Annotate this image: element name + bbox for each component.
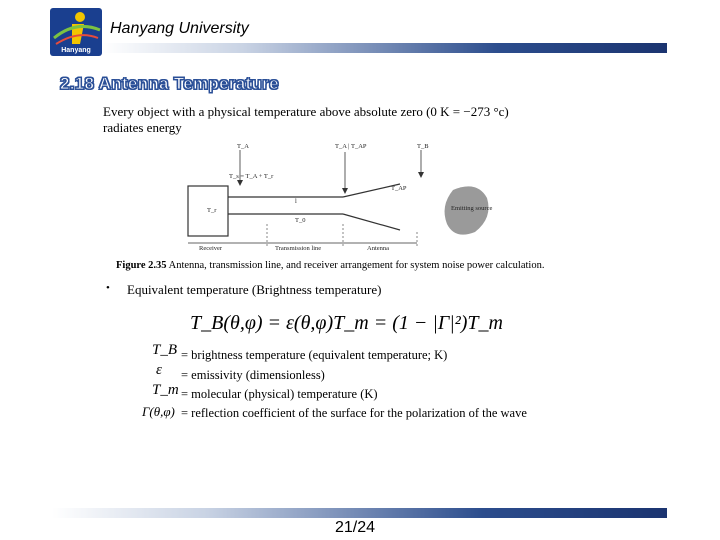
label-tline: Transmission line bbox=[275, 245, 322, 252]
label-tb: T_B bbox=[417, 143, 429, 150]
label-l: l bbox=[295, 198, 297, 205]
definition-gamma: = reflection coefficient of the surface for the polarization of the wave bbox=[181, 406, 527, 420]
label-receiver: Receiver bbox=[199, 245, 223, 252]
symbol-tb: T_B bbox=[152, 342, 178, 358]
header-bar bbox=[102, 43, 667, 53]
definition-epsilon: = emissivity (dimensionless) bbox=[181, 368, 325, 382]
symbol-gamma: Γ(θ,φ) bbox=[142, 404, 175, 419]
definition-tb: = brightness temperature (equivalent temperature; K) bbox=[181, 348, 448, 362]
caption-text: Antenna, transmission line, and receiver arrangement for system noise power calculation. bbox=[166, 260, 545, 271]
bullet-marker: • bbox=[106, 282, 110, 294]
symbol-tm: T_m bbox=[152, 382, 179, 398]
university-name: Hanyang University bbox=[110, 20, 249, 37]
intro-text bbox=[103, 104, 563, 136]
definition-tm: = molecular (physical) temperature (K) bbox=[181, 387, 378, 401]
caption-bold: Figure 2.35 bbox=[116, 260, 167, 271]
symbol-epsilon: ε bbox=[156, 362, 162, 378]
label-antenna: Antenna bbox=[367, 245, 390, 252]
university-logo bbox=[50, 8, 102, 56]
intro-line-2: radiates energy bbox=[103, 120, 182, 135]
antenna-lower bbox=[343, 214, 400, 230]
label-t0: T_0 bbox=[295, 217, 306, 224]
bullet-text: Equivalent temperature (Brightness temperature) bbox=[127, 282, 382, 297]
figure-caption bbox=[116, 260, 544, 271]
footer-bar bbox=[52, 508, 667, 518]
intro-line-1: Every object with a physical temperature above absolute zero (0 K = −273 °c) bbox=[103, 104, 509, 119]
label-source: Emitting source bbox=[451, 205, 493, 212]
antenna-system-figure bbox=[185, 140, 515, 255]
label-ta-top: T_A bbox=[237, 143, 249, 150]
page-number: 21/24 bbox=[335, 519, 376, 536]
label-tr-eq: T_s = T_A + T_r bbox=[229, 173, 274, 180]
slide-title: 2.18 Antenna Temperature bbox=[60, 74, 279, 93]
label-tr: T_r bbox=[207, 207, 217, 214]
brightness-equation: T_B(θ,φ) = ε(θ,φ)T_m = (1 − |Γ|²)T_m bbox=[190, 312, 503, 334]
label-tap: T_AP bbox=[391, 185, 407, 192]
label-ta-ap: T_A | T_AP bbox=[335, 143, 367, 150]
logo-text: Hanyang bbox=[61, 47, 91, 54]
